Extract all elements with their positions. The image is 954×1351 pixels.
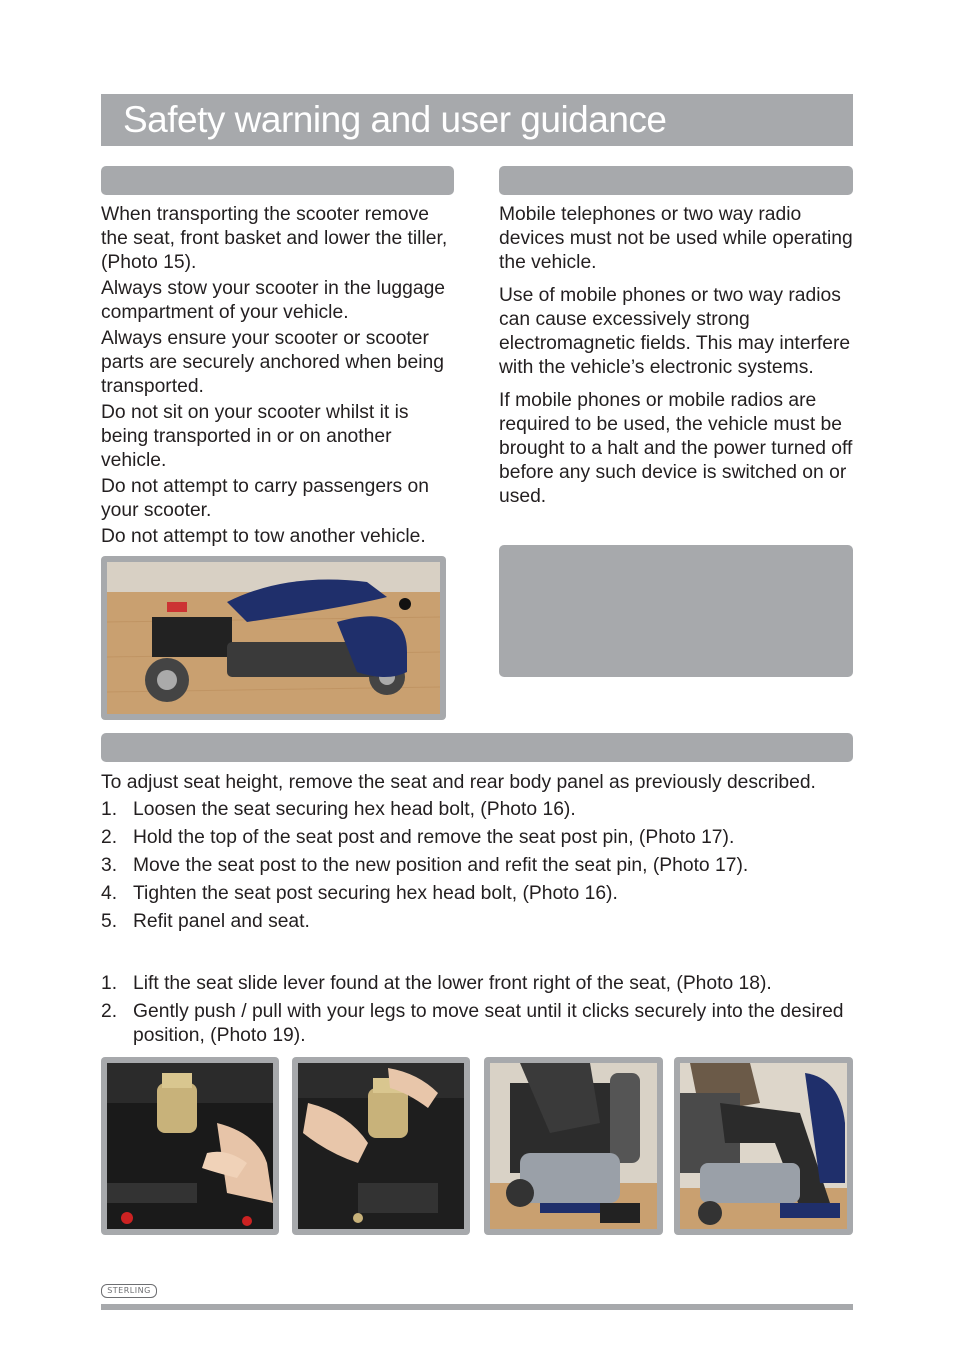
photo-seat-position — [674, 1057, 853, 1235]
step-text: Refit panel and seat. — [133, 911, 310, 932]
step-number: 3. — [101, 855, 118, 876]
list-item — [101, 910, 853, 934]
mobile-paragraph: Use of mobile phones or two way radios can cause excessively strong electromagnetic fields. This may interfere with the vehicle’s electronic systems. — [499, 285, 851, 378]
mobile-paragraph: If mobile phones or mobile radios are required to be used, the vehicle must be brought to a halt and the power turned off before any such device is switched on or used. — [499, 390, 853, 507]
photo-seat-post-pin — [292, 1057, 470, 1235]
sterling-logo: STERLING — [101, 1284, 157, 1298]
list-item — [101, 826, 853, 850]
list-item — [101, 1000, 853, 1048]
page-title: Safety warning and user guidance — [123, 99, 667, 140]
seat-position-photo-image — [680, 1063, 847, 1229]
list-item — [101, 798, 853, 822]
seat-intro: To adjust seat height, remove the seat and rear body panel as previously described. — [101, 772, 816, 793]
step-number: 1. — [101, 973, 118, 994]
list-item — [101, 882, 853, 906]
transport-paragraph: Always stow your scooter in the luggage compartment of your vehicle. — [101, 278, 446, 323]
transport-text — [101, 203, 453, 551]
step-number: 5. — [101, 911, 118, 932]
step-text: Hold the top of the seat post and remove the seat post pin, (Photo 17). — [133, 827, 735, 848]
transport-paragraph: Do not attempt to tow another vehicle. — [101, 526, 426, 547]
transport-paragraph: Do not sit on your scooter whilst it is being transported in or on another vehicle. — [101, 402, 409, 471]
seat-section-bar — [101, 733, 853, 762]
seat-slide-steps — [101, 972, 853, 1052]
page-title-bar — [101, 94, 853, 146]
seat-bolt-photo-image — [107, 1063, 273, 1229]
mobile-paragraph: Mobile telephones or two way radio devices must not be used while operating the vehicle. — [499, 204, 853, 273]
transport-paragraph: Always ensure your scooter or scooter parts are securely anchored when being transported. — [101, 328, 444, 397]
step-number: 2. — [101, 1001, 118, 1022]
step-text: Lift the seat slide lever found at the lower front right of the seat, (Photo 18). — [133, 973, 772, 994]
step-text: Loosen the seat securing hex head bolt, (Photo 16). — [133, 799, 576, 820]
list-item — [101, 972, 853, 996]
step-text: Gently push / pull with your legs to move seat until it clicks securely into the desired position, (Photo 19). — [133, 1001, 844, 1046]
footer-rule — [101, 1304, 853, 1310]
list-item — [101, 854, 853, 878]
seat-slide-lever-photo-image — [490, 1063, 657, 1229]
step-text: Tighten the seat post securing hex head bolt, (Photo 16). — [133, 883, 618, 904]
step-number: 2. — [101, 827, 118, 848]
mobile-text — [499, 203, 853, 518]
photo-scooter-transport — [101, 556, 446, 720]
mobile-section-bar — [499, 166, 853, 195]
photo-seat-bolt — [101, 1057, 279, 1235]
seat-post-pin-photo-image — [298, 1063, 464, 1229]
transport-paragraph: When transporting the scooter remove the seat, front basket and lower the tiller, (Photo 15). — [101, 204, 448, 273]
note-box — [499, 545, 853, 677]
photo-seat-slide-lever — [484, 1057, 663, 1235]
transport-paragraph: Do not attempt to carry passengers on your scooter. — [101, 476, 429, 521]
step-number: 1. — [101, 799, 118, 820]
step-text: Move the seat post to the new position and refit the seat pin, (Photo 17). — [133, 855, 749, 876]
step-number: 4. — [101, 883, 118, 904]
scooter-photo-image — [107, 562, 440, 714]
seat-height-steps — [101, 798, 853, 938]
transport-section-bar — [101, 166, 454, 195]
